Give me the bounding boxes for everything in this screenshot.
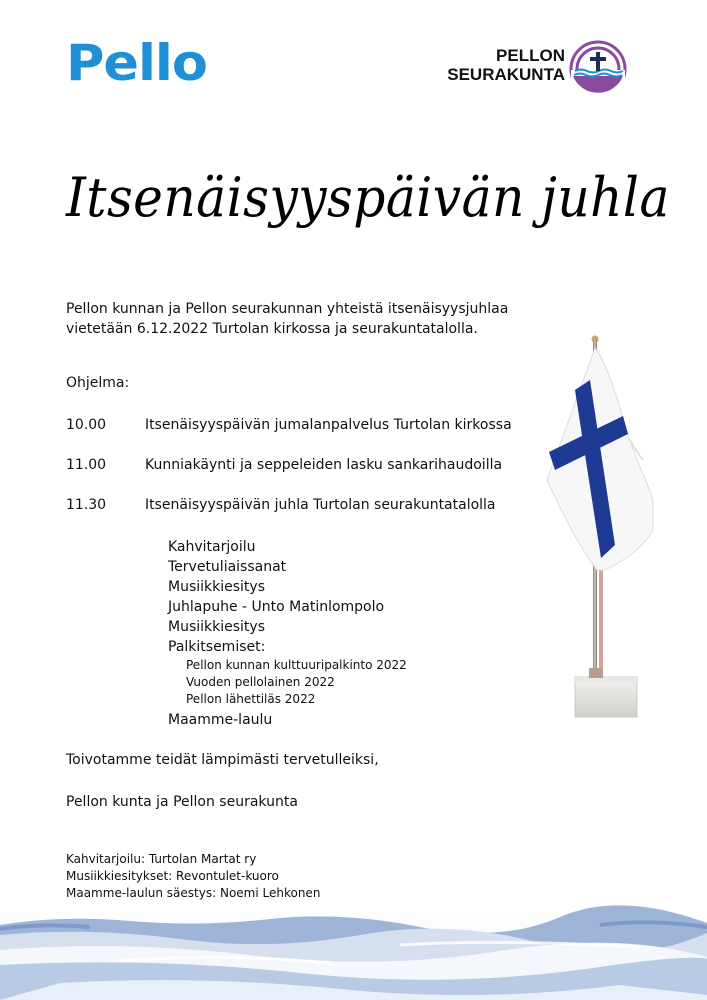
program-item: Juhlapuhe - Unto Matinlompolo <box>168 599 385 615</box>
church-emblem-icon <box>569 40 627 98</box>
pello-logo: Pello <box>66 34 207 92</box>
credit-line: Musiikkiesitykset: Revontulet-kuoro <box>66 869 279 883</box>
intro-line-2: vietetään 6.12.2022 Turtolan kirkossa ja seurakuntatalolla. <box>66 321 478 337</box>
program-item: Tervetuliaissanat <box>168 559 287 575</box>
schedule-event: Itsenäisyyspäivän juhla Turtolan seurakuntatalolla <box>145 497 496 513</box>
schedule-time: 11.00 <box>66 457 107 473</box>
signature-text: Pellon kunta ja Pellon seurakunta <box>66 794 298 810</box>
intro-line-1: Pellon kunnan ja Pellon seurakunnan yhteistä itsenäisyysjuhlaa <box>66 301 509 317</box>
program-item-closing: Maamme-laulu <box>168 712 273 728</box>
welcome-text: Toivotamme teidät lämpimästi tervetulleiksi, <box>66 752 379 768</box>
credit-line: Kahvitarjoilu: Turtolan Martat ry <box>66 852 257 866</box>
award-item: Vuoden pellolainen 2022 <box>186 675 335 689</box>
schedule-event: Kunniakäynti ja seppeleiden lasku sankarihaudoilla <box>145 457 503 473</box>
award-item: Pellon kunnan kulttuuripalkinto 2022 <box>186 658 407 672</box>
schedule-time: 10.00 <box>66 417 107 433</box>
schedule-event: Itsenäisyyspäivän jumalanpalvelus Turtolan kirkossa <box>145 417 512 433</box>
page-title: Itsenäisyyspäivän juhla <box>66 166 670 229</box>
finnish-flag-image <box>535 330 665 730</box>
winter-landscape-image <box>0 905 707 1000</box>
program-item: Musiikkiesitys <box>168 619 265 635</box>
seurakunta-logo-line2: SEURAKUNTA <box>447 65 565 84</box>
seurakunta-logo-line1: PELLON <box>496 46 565 65</box>
program-item: Musiikkiesitys <box>168 579 265 595</box>
pellon-seurakunta-logo <box>444 40 629 100</box>
award-item: Pellon lähettiläs 2022 <box>186 692 316 706</box>
program-label: Ohjelma: <box>66 375 130 391</box>
credit-line: Maamme-laulun säestys: Noemi Lehkonen <box>66 886 321 900</box>
schedule-time: 11.30 <box>66 497 107 513</box>
program-item: Palkitsemiset: <box>168 639 266 655</box>
program-item: Kahvitarjoilu <box>168 539 256 555</box>
